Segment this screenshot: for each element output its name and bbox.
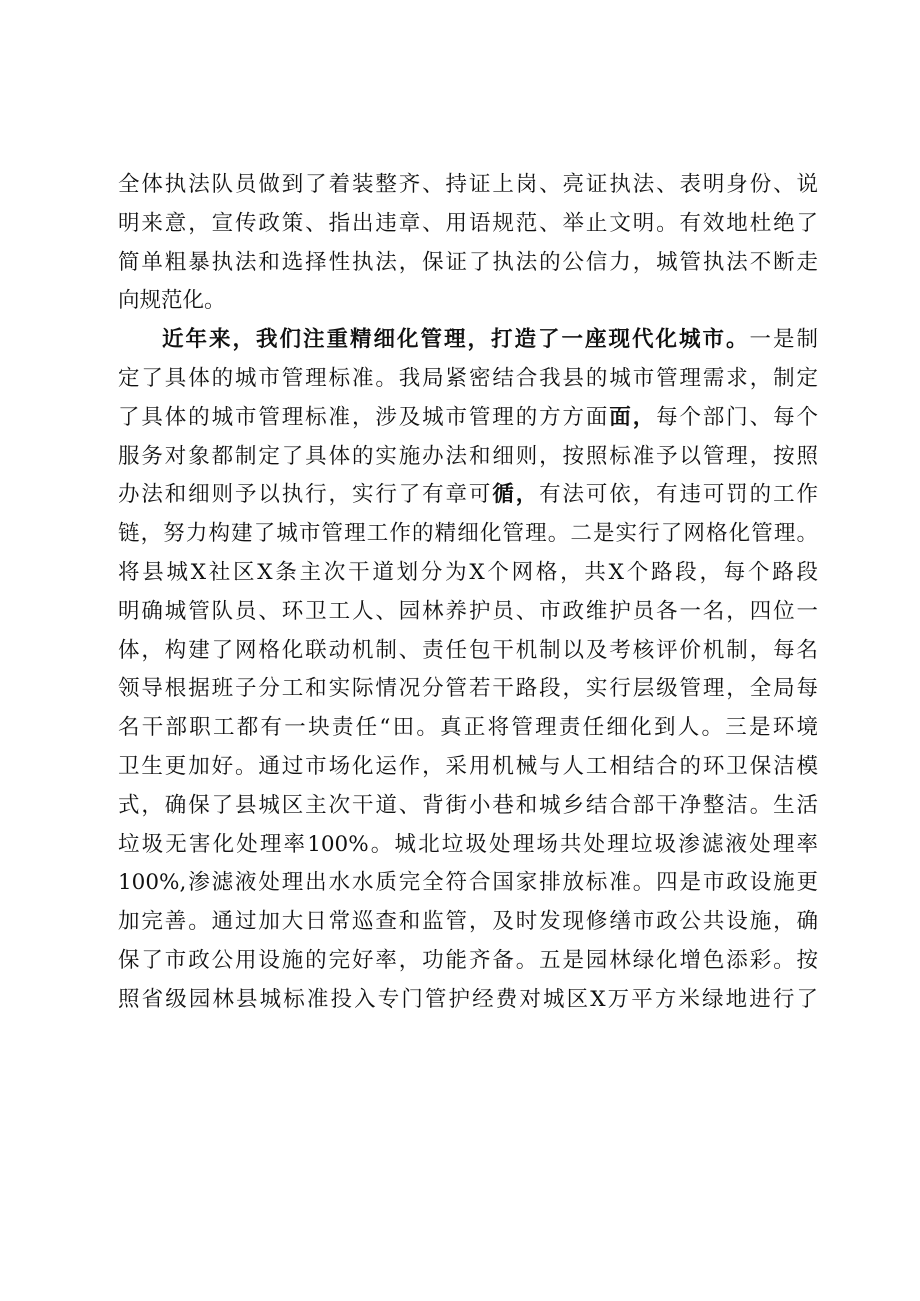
document-body (118, 166, 818, 1020)
paragraph-2-line-3-bold-char: 面 (609, 404, 633, 430)
paragraph-2-heading: 近年来，我们注重精细化管理，打造了一座现代化城市。 (162, 327, 750, 353)
paragraph-2-line-15: 100%,渗滤液处理出水水质完全符合国家排放标准。四是市政设施更 (118, 870, 818, 896)
paragraph-2-line-11: 名干部职工都有一块责任“田。真正将管理责任细化到人。三是环境 (118, 715, 818, 741)
paragraph-2-line-6: 链，努力构建了城市管理工作的精细化管理。二是实行了网格化管理。 (118, 521, 818, 547)
paragraph-1-line-3: 简单粗暴执法和选择性执法，保证了执法的公信力，城管执法不断走 (118, 249, 818, 275)
paragraph-2-line-8: 明确城管队员、环卫工人、园林养护员、市政维护员各一名，四位一 (118, 598, 818, 624)
paragraph-2-line-16: 加完善。通过加大日常巡查和监管，及时发现修缮市政公共设施，确 (118, 909, 818, 935)
paragraph-2-line-7: 将县城X社区X条主次干道划分为X个网格，共X个路段，每个路段 (118, 559, 818, 585)
paragraph-1-line-4: 向规范化。 (118, 288, 226, 314)
paragraph-2-line-5-bold: 循， (492, 482, 540, 508)
paragraph-2-line-14: 垃圾无害化处理率100%。城北垃圾处理场共处理垃圾渗滤液处理率 (118, 831, 818, 857)
paragraph-2-line-3 (118, 399, 818, 438)
paragraph-2-line-12: 卫生更加好。通过市场化运作，采用机械与人工相结合的环卫保洁模 (118, 753, 818, 779)
paragraph-2-line-2: 定了具体的城市管理标准。我局紧密结合我县的城市管理需求，制定 (118, 365, 818, 391)
paragraph-2-line-3-rest: 每个部门、每个 (656, 404, 818, 430)
paragraph-2-line-5 (118, 476, 818, 515)
paragraph-2-line-10: 领导根据班子分工和实际情况分管若干路段，实行层级管理，全局每 (118, 676, 818, 702)
paragraph-2-line-1 (118, 321, 818, 360)
paragraph-2-line-3-bold-comma: ， (632, 404, 657, 430)
paragraph-2-line-5-text: 办法和细则予以执行，实行了有章可 (118, 482, 493, 508)
paragraph-2-line-18: 照省级园林县城标准投入专门管护经费对城区X万平方米绿地进行了 (118, 986, 818, 1012)
paragraph-2-line-1-rest: 一是制 (749, 327, 818, 353)
paragraph-2-line-4: 服务对象都制定了具体的实施办法和细则，按照标准予以管理，按照 (118, 443, 818, 469)
paragraph-2-line-5-rest: 有法可依，有违可罚的工作 (539, 482, 818, 508)
paragraph-2-line-3-text: 了具体的城市管理标准，涉及城市管理的方方面 (118, 404, 610, 430)
paragraph-2-line-13: 式，确保了县城区主次干道、背街小巷和城乡结合部干净整洁。生活 (118, 792, 818, 818)
paragraph-2-line-9: 体，构建了网格化联动机制、责任包干机制以及考核评价机制，每名 (118, 637, 818, 663)
paragraph-2-line-17: 保了市政公用设施的完好率，功能齐备。五是园林绿化增色添彩。按 (118, 947, 818, 973)
paragraph-1-line-2: 明来意，宣传政策、指出违章、用语规范、举止文明。有效地杜绝了 (118, 210, 818, 236)
paragraph-1-line-1: 全体执法队员做到了着装整齐、持证上岗、亮证执法、表明身份、说 (118, 172, 818, 197)
